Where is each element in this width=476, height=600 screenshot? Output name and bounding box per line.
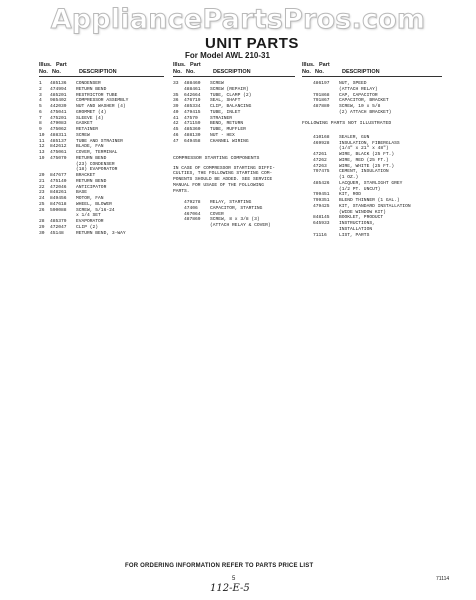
column-header	[173, 62, 295, 77]
part-description: SCREW (REPAIR)	[210, 86, 249, 92]
section-note: IN CASE OF COMPRESSOR STARTING DIFFI- CULTIES, THE FOLLOWING STARTING COM- PONENTS SHOULD BE ADDED. SEE SERVICE MANUAL FOR USAGE OF THE FOLLOWING PARTS.	[173, 165, 275, 194]
part-description: (18) EVAPORATOR	[76, 167, 118, 173]
part-description: NUT - HEX	[210, 132, 235, 138]
part-description: BEND, RETURN	[210, 121, 244, 127]
part-description: CAPACITOR, STARTING	[210, 205, 263, 211]
header-no: No.	[173, 68, 182, 75]
part-description: CLIP (2)	[76, 224, 99, 230]
part-number: 485137	[50, 138, 67, 144]
part-description: NUT AND WASHER (4)	[76, 104, 126, 109]
page-title: UNIT PARTS	[205, 35, 299, 52]
header-part: Part	[56, 62, 67, 68]
part-description: SLEEVE (4)	[76, 115, 104, 121]
illus-number: 10	[39, 132, 45, 138]
parts-column-2	[173, 62, 295, 229]
section-heading: FOLLOWING PARTS NOT ILLUSTRATED	[302, 121, 392, 127]
illus-number: 11	[39, 138, 45, 144]
header-no2: No.	[52, 68, 61, 75]
part-description: KIT, ROD	[339, 192, 362, 198]
header-description: DESCRIPTION	[79, 68, 117, 75]
illus-number	[302, 233, 313, 239]
part-number	[184, 223, 210, 229]
part-description: WIRE, BLACK (25 FT.)	[339, 152, 395, 157]
part-number: 410168	[313, 134, 330, 140]
part-number: 71116	[313, 232, 327, 238]
part-number: 799451	[313, 192, 330, 198]
part-number: 649458	[184, 138, 201, 144]
part-number: 485360	[184, 127, 201, 132]
part-description: BRACKET	[76, 173, 96, 178]
header-no: No.	[302, 68, 311, 75]
part-number: 47263	[313, 163, 327, 169]
part-number: 47406	[184, 205, 198, 211]
illus-number: 42	[173, 121, 179, 127]
section-heading: COMPRESSOR STARTING COMPONENTS	[173, 155, 260, 161]
part-number: 645933	[313, 221, 330, 226]
handwritten-note: 112-E-5	[210, 583, 250, 594]
part-description: WHEEL, BLOWER	[76, 201, 112, 207]
illus-number: 46	[173, 132, 179, 138]
part-description: CAP, CAPACITOR	[339, 92, 378, 98]
parts-list	[39, 81, 164, 236]
part-number: 488460	[184, 81, 201, 86]
part-number: 488311	[50, 132, 67, 138]
illus-number: 5	[39, 104, 42, 109]
illus-number: 23	[39, 190, 45, 196]
header-no: No.	[39, 68, 48, 75]
part-description: SEALER, GUN	[339, 134, 370, 140]
part-description: (ATTACH RELAY & COVER)	[210, 223, 271, 228]
header-description: DESCRIPTION	[342, 68, 380, 75]
part-description: SCREW	[76, 132, 90, 138]
part-description: INSULATION, FIBERGLASS	[339, 140, 400, 146]
part-number: 849456	[50, 196, 67, 201]
header-no2: No.	[315, 68, 324, 75]
illus-number: 7	[39, 115, 42, 121]
illus-number: 6	[39, 109, 42, 115]
part-number: 848145	[313, 215, 330, 221]
part-description: TUBE, CLAMP (2)	[210, 92, 252, 98]
part-description: LACQUER, STARLIGHT GREY	[339, 180, 403, 186]
part-row	[39, 231, 164, 237]
part-number: 479415	[184, 109, 201, 115]
part-description: (1/4" x 21" x 48")	[339, 146, 389, 152]
illus-number: 13	[39, 150, 45, 155]
part-row	[173, 223, 295, 229]
part-number: 485379	[50, 219, 67, 224]
illus-number	[302, 110, 313, 116]
illus-number: 29	[39, 224, 45, 230]
illus-number: 39	[173, 104, 179, 109]
part-number: 474994	[50, 86, 67, 92]
part-description: RETURN BEND	[76, 155, 107, 161]
part-number: 642664	[184, 92, 201, 98]
part-description: EVAPORATOR	[76, 219, 104, 224]
part-number: 487869	[184, 217, 201, 223]
part-number: 791867	[313, 98, 330, 104]
part-number: 847677	[50, 173, 67, 178]
part-number: 47261	[313, 152, 327, 157]
part-description: STRAINER	[210, 115, 233, 121]
site-watermark: AppliancePartsPros.com	[50, 4, 426, 35]
header-description: DESCRIPTION	[213, 68, 251, 75]
part-number: 485136	[50, 81, 67, 86]
model-subtitle: For Model AWL 210-31	[185, 51, 270, 60]
part-number: 479083	[50, 121, 67, 127]
part-description: SCREW, 8 x 3/8 (3)	[210, 217, 260, 223]
column-header	[302, 62, 442, 77]
part-number: 486197	[313, 81, 330, 86]
part-description: TUBE, MUFFLER	[210, 127, 246, 132]
part-number: 799351	[313, 198, 330, 203]
column-header	[39, 62, 164, 77]
part-description: CHANNEL WIRING	[210, 138, 249, 144]
part-number: 475201	[50, 115, 67, 121]
part-description: BLEND THINNER (1 GAL.)	[339, 198, 400, 203]
part-description: CONDENSER	[76, 81, 101, 86]
page-code: 71114	[436, 576, 450, 582]
part-number: 47570	[184, 115, 198, 121]
part-number: 467064	[184, 211, 201, 217]
part-description: RELAY, STARTING	[210, 200, 252, 205]
part-number: 791868	[313, 92, 330, 98]
part-description: CLIP, BALANCING	[210, 104, 252, 109]
part-description: RETURN BEND	[76, 86, 107, 92]
parts-column-1	[39, 62, 164, 236]
part-number: 45148	[50, 230, 64, 236]
part-description: INSTRUCTIONS,	[339, 221, 375, 226]
part-number: 47262	[313, 157, 327, 163]
illus-number: 3	[39, 92, 42, 98]
header-part: Part	[319, 62, 330, 68]
part-description: ANTICIPATOR	[76, 184, 107, 190]
part-description: GASKET	[76, 121, 93, 127]
illus-number: 47	[173, 138, 179, 144]
part-description: BLADE, FAN	[76, 144, 104, 150]
part-description: COVER, TERMINAL	[76, 150, 118, 155]
part-description: RETAINER	[76, 127, 99, 132]
part-description: SCREW, 10 x 5/8	[339, 104, 381, 109]
illus-number	[173, 223, 184, 229]
illus-number: 33	[173, 81, 179, 86]
illus-number: 1	[39, 81, 42, 86]
part-description: COVER	[210, 211, 224, 217]
part-description: (ATTACH RELAY)	[339, 86, 378, 92]
part-number: 471159	[184, 121, 201, 127]
part-description: BASE	[76, 190, 88, 196]
part-description: SEAL, SHAFT	[210, 98, 241, 104]
part-description: COMPRESSOR ASSEMBLY	[76, 98, 129, 104]
part-number: 848261	[50, 190, 67, 196]
part-description: INSTALLATION	[339, 226, 373, 232]
part-number: 485201	[50, 92, 67, 98]
illus-number: 21	[39, 178, 45, 184]
part-number: 475140	[50, 178, 67, 184]
part-number: 475061	[50, 150, 67, 155]
part-number: 847618	[50, 201, 67, 207]
part-row	[302, 233, 442, 239]
part-number: 488461	[184, 86, 201, 92]
illus-number: 19	[39, 155, 45, 161]
part-description: RETURN BEND	[76, 178, 107, 184]
part-description: RESTRICTOR TUBE	[76, 92, 118, 98]
parts-list	[173, 200, 295, 229]
part-description: LIST, PARTS	[339, 232, 370, 238]
illus-number: 20	[39, 173, 45, 178]
illus-number: 40	[173, 109, 179, 115]
part-number: 485426	[313, 180, 330, 186]
header-illus: Illus.	[302, 62, 315, 68]
illus-number: 28	[39, 219, 45, 224]
part-number	[313, 110, 339, 116]
part-description: MOTOR, FAN	[76, 196, 104, 201]
part-description: WIRE, WHITE (25 FT.)	[339, 163, 395, 169]
header-no2: No.	[186, 68, 195, 75]
illus-number: 22	[39, 184, 45, 190]
part-number: 475070	[50, 155, 67, 161]
header-part: Part	[190, 62, 201, 68]
part-description: KIT, STANDARD INSTALLATION	[339, 203, 411, 209]
part-description: x 1/4 SET	[76, 213, 101, 219]
part-description: (2) ATTACH BRACKET)	[339, 109, 392, 115]
part-number: 475062	[50, 127, 67, 132]
part-number: 479425	[313, 203, 330, 209]
part-description: SCREW, 5/16-24	[76, 207, 115, 213]
part-description: CEMENT, INSULATION	[339, 169, 389, 175]
illus-number: 41	[173, 115, 179, 121]
part-description: (23) CONDENSER	[76, 161, 115, 167]
part-number: 487880	[313, 104, 330, 109]
illus-number: 45	[173, 127, 179, 132]
parts-list	[302, 135, 442, 239]
part-description: TUBE, INLET	[210, 109, 241, 115]
part-number: 985402	[50, 98, 67, 104]
part-description: BOOKLET, PRODUCT	[339, 215, 384, 221]
part-number: 488130	[184, 132, 201, 138]
ordering-note: FOR ORDERING INFORMATION REFER TO PARTS PRICE LIST	[125, 563, 314, 569]
illus-number: 8	[39, 121, 42, 127]
illus-number: 2	[39, 86, 42, 92]
part-description: RETURN BEND, 3-WAY	[76, 230, 126, 236]
part-number: 475041	[50, 109, 67, 115]
illus-number: 12	[39, 144, 45, 150]
part-description: (WIDE WINDOW KIT)	[339, 209, 386, 215]
part-description: NUT, SPEED	[339, 81, 367, 86]
parts-list	[173, 81, 295, 144]
illus-number: 25	[39, 201, 45, 207]
illus-number: 9	[39, 127, 42, 132]
part-number: 469928	[313, 140, 330, 146]
illus-number: 30	[39, 230, 45, 236]
illus-number: 36	[173, 98, 179, 104]
illus-number: 35	[173, 92, 179, 98]
part-number: 479278	[184, 200, 201, 205]
part-description: TUBE AND STRAINER	[76, 138, 123, 144]
part-number: 590088	[50, 207, 67, 213]
part-number: 797475	[313, 169, 330, 175]
part-number: 442039	[50, 104, 67, 109]
part-number: 842612	[50, 144, 67, 150]
illus-number: 26	[39, 207, 45, 213]
part-number: 485334	[184, 104, 201, 109]
part-number: 476719	[184, 98, 201, 104]
part-description: GROMMET (4)	[76, 109, 107, 115]
part-description: (1/2 PT. UNCUT)	[339, 186, 381, 192]
page-number: 5	[232, 576, 236, 582]
parts-column-3	[302, 62, 442, 238]
part-number: 472046	[50, 184, 67, 190]
part-number: 472047	[50, 224, 67, 230]
part-description: (1 OZ.)	[339, 175, 359, 180]
illus-number: 24	[39, 196, 45, 201]
illus-number: 4	[39, 98, 42, 104]
part-description: WIRE, RED (25 FT.)	[339, 157, 389, 163]
part-description: SCREW	[210, 81, 224, 86]
part-description: CAPACITOR, BRACKET	[339, 98, 389, 104]
header-illus: Illus.	[173, 62, 186, 68]
header-illus: Illus.	[39, 62, 52, 68]
parts-list	[302, 81, 442, 116]
